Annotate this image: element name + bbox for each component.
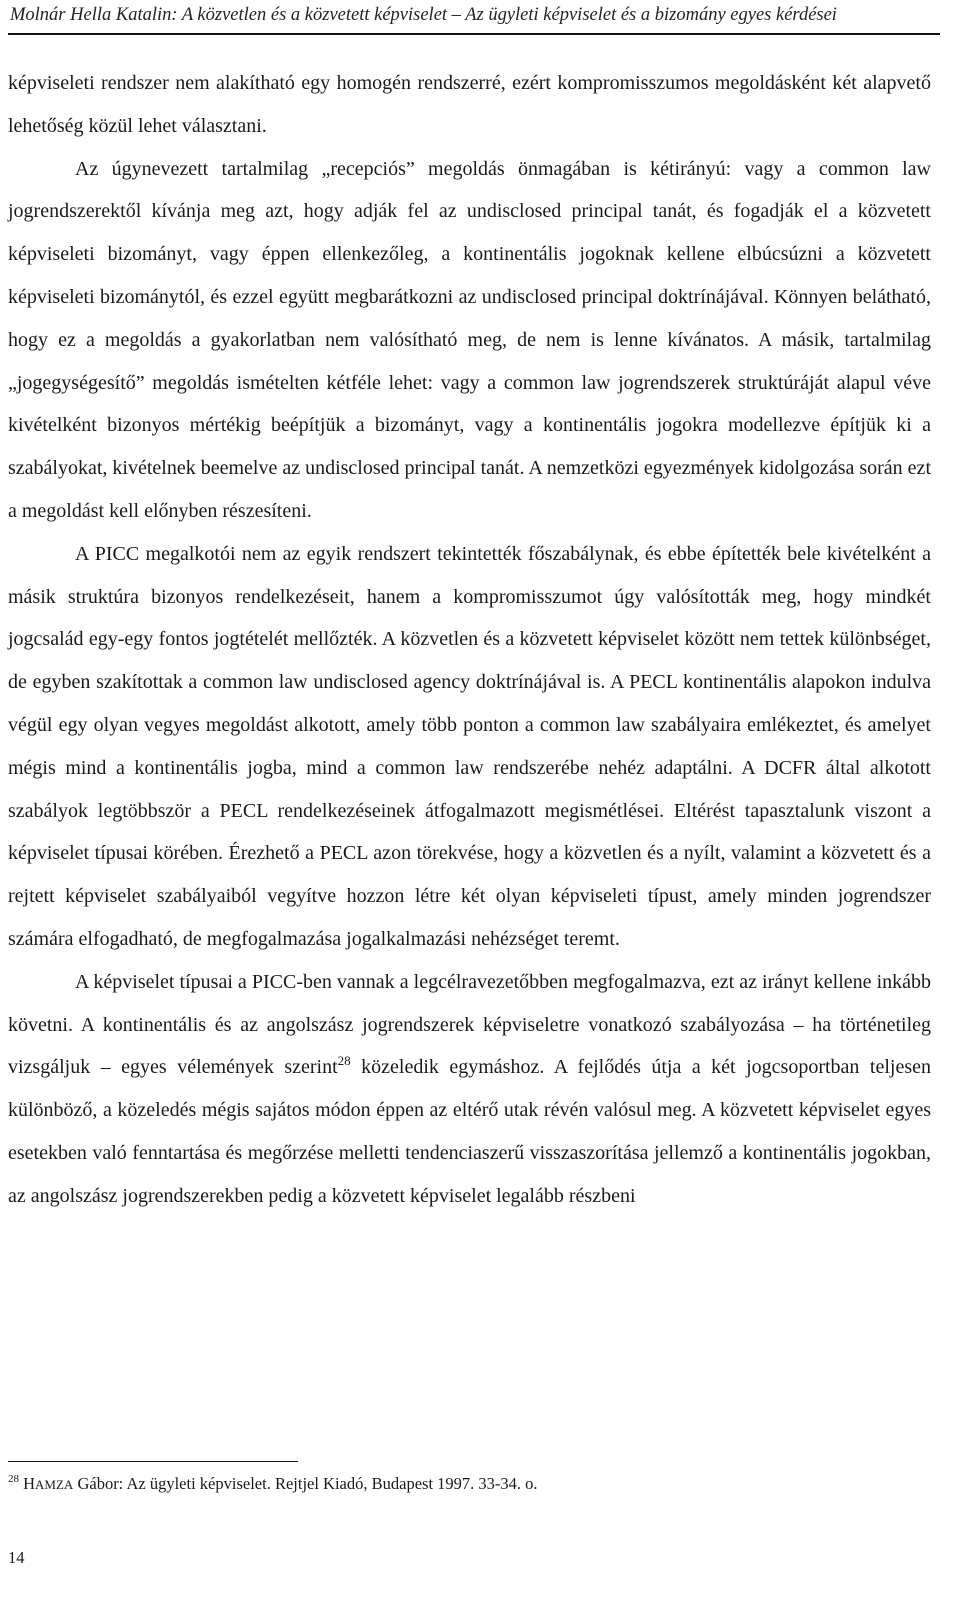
header-rule xyxy=(8,33,940,35)
paragraph xyxy=(8,62,931,148)
body-text xyxy=(8,62,931,1218)
footnote-number: 28 xyxy=(8,1473,19,1485)
paragraph-text: képviseleti rendszer nem alakítható egy homogén rendszerré, ezért kompromisszumos megoldásként két alapvető lehetőség közül lehet választani. xyxy=(8,72,931,137)
footnote-author xyxy=(23,1474,73,1493)
footnote-reference[interactable]: 28 xyxy=(337,1053,351,1069)
footnote-text: Gábor: Az ügyleti képviselet. Rejtjel Kiadó, Budapest 1997. 33-34. o. xyxy=(73,1474,538,1493)
footnote-separator xyxy=(8,1461,298,1462)
paragraph-text: A képviselet típusai a PICC-ben vannak a legcélravezetőbben megfogalmazva, ezt az irányt kellene inkább követni. A kontinentális és az angolszász jogrendszerek képviseletre vonatkozó szabályozása – ha történetileg vizsgáljuk – egyes vélemények szerint xyxy=(8,970,931,1079)
page-number: 14 xyxy=(8,1548,25,1567)
paragraph xyxy=(8,533,931,961)
paragraph-text: A PICC megalkotói nem az egyik rendszert tekintették főszabálynak, és ebbe építették bele kivételként a másik struktúra bizonyos rendelkezéseit, hanem a kompromisszumot úgy valósították meg, hogy mindkét jogcsalád egy-egy fontos jogtételét mellőzték. A közvetlen és a közvetett képviselet között nem tettek különbséget, de egyben szakítottak a common law undisclosed agency doktrínájával is. A PECL kontinentális alapokon indulva végül egy olyan vegyes megoldást alkotott, amely több ponton a common law szabályaira emlékeztet, és amelyet mégis mind a kontinentális jogba, mind a common law rendszerébe nehéz adaptálni. A DCFR által alkotott szabályok legtöbbször a PECL rendelkezéseinek átfogalmazott megismétlései. Eltérést tapasztalunk viszont a képviselet típusai körében. Érezhető a PECL azon törekvése, hogy a közvetlen és a nyílt, valamint a közvetett és a rejtett képviselet szabályaiból vegyítve hozzon létre két olyan képviseleti típust, amely minden jogrendszer számára elfogadható, de megfogalmazása jogalkalmazási nehézséget teremt. xyxy=(8,542,931,950)
paragraph-text: Az úgynevezett tartalmilag „recepciós” megoldás önmagában is kétirányú: vagy a common law jogrendszerektől kívánja meg azt, hogy adják fel az undisclosed principal tanát, és fogadják el a közvetett képviseleti bizományt, vagy éppen ellenkezőleg, a kontinentális jogoknak kellene elbúcsúzni a közvetett képviseleti bizománytól, és ezzel együtt megbarátkozni az undisclosed principal doktrínájával. Könnyen belátható, hogy ez a megoldás a gyakorlatban nem valósítható meg, de nem is lenne kívánatos. A másik, tartalmilag „jogegységesítő” megoldás ismételten kétféle lehet: vagy a common law jogrendszerek struktúráját alapul véve kivételként bizonyos mértékig beépítjük a bizományt, vagy a kontinentális jogokra modellezve építjük ki a szabályokat, kivételnek beemelve az undisclosed principal tanát. A nemzetközi egyezmények kidolgozása során ezt a megoldást kell előnyben részesíteni. xyxy=(8,157,931,522)
paragraph-text: közeledik egymáshoz. A fejlődés útja a két jogcsoportban teljesen különböző, a közeledés mégis sajátos módon éppen az eltérő utak révén valósul meg. A közvetett képviselet egyes esetekben való fenntartása és megőrzése melletti tendenciaszerű visszaszorítása jellemző a kontinentális jogokban, az angolszász jogrendszerekben pedig a közvetett képviselet legalább részbeni xyxy=(8,1056,931,1207)
footnote-author-initial: H xyxy=(23,1474,36,1493)
paragraph xyxy=(8,961,931,1218)
footnote-author-rest: AMZA xyxy=(35,1477,74,1492)
running-header xyxy=(10,0,950,34)
header-title: A közvetlen és a közvetett képviselet – Az ügyleti képviselet és a bizomány egyes kérdései xyxy=(181,5,837,25)
footnote xyxy=(8,1471,928,1498)
paragraph xyxy=(8,148,931,533)
header-author: Molnár Hella Katalin: xyxy=(10,5,178,25)
